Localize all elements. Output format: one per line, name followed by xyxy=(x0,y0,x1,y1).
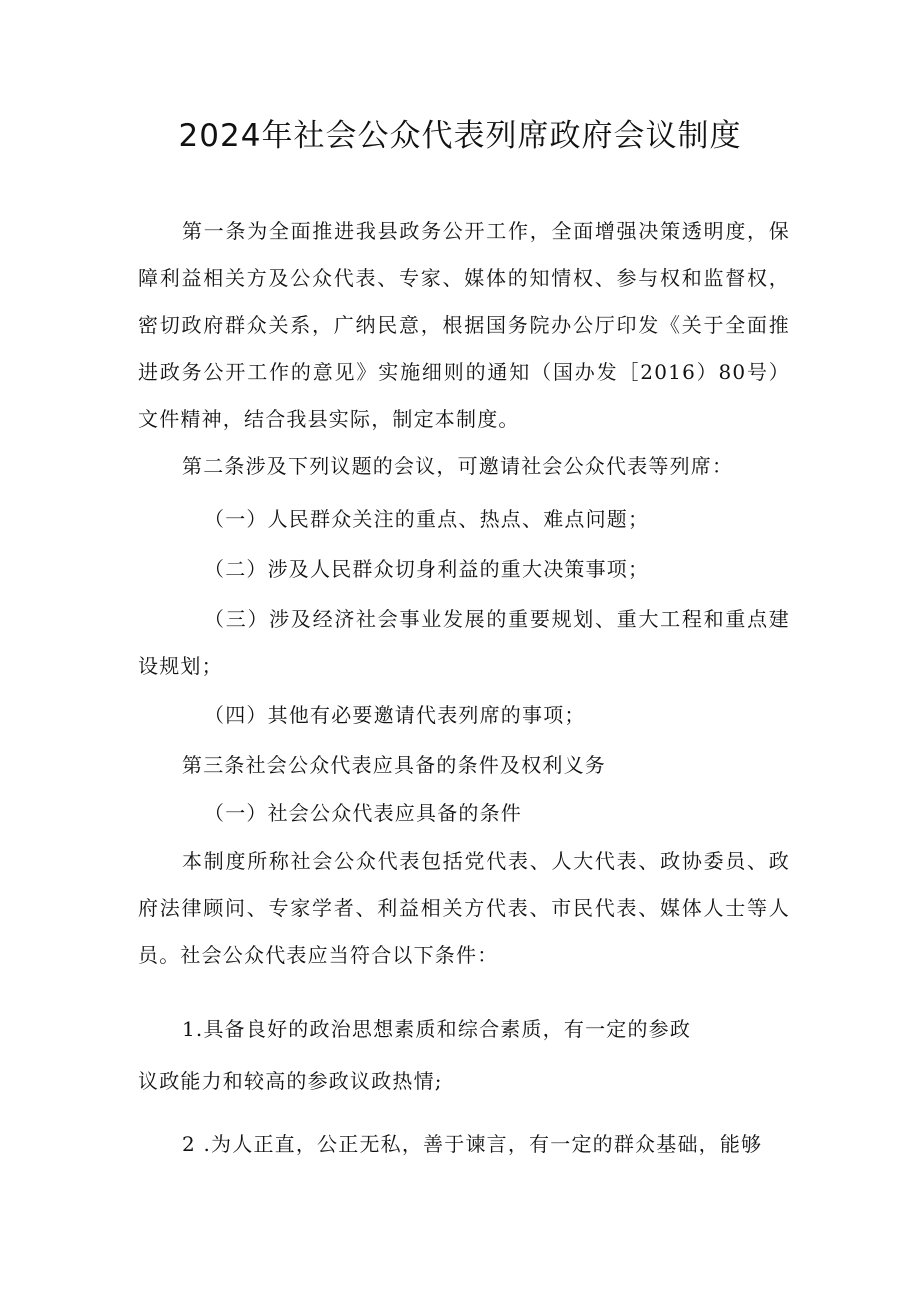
article-3-heading: 第三条社会公众代表应具备的条件及权利义务 xyxy=(182,753,606,777)
list-item-1: （一）人民群众关注的重点、热点、难点问题； xyxy=(204,507,650,531)
scope-paragraph: 本制度所称社会公众代表包括党代表、人大代表、政协委员、政府法律顾问、专家学者、利益相关方代表、市民代表、媒体人士等人员。社会公众代表应当符合以下条件： xyxy=(138,849,790,967)
list-item-4: （四）其他有必要邀请代表列席的事项； xyxy=(204,703,586,727)
condition-2-paragraph: 2 .为人正直，公正无私，善于谏言，有一定的群众基础，能够 xyxy=(182,1132,763,1156)
subsection-1-heading: （一）社会公众代表应具备的条件 xyxy=(204,801,522,825)
article-1-paragraph: 第一条为全面推进我县政务公开工作，全面增强决策透明度，保障利益相关方及公众代表、专家、媒体的知情权、参与权和监督权，密切政府群众关系，广纳民意，根据国务院办公厅印发《关于全面推进政务公开工作的意见》实施细则的通知（国办发［2016）80号）文件精神，结合我县实际，制定本制度。 xyxy=(138,219,790,431)
list-item-2: （二）涉及人民群众切身利益的重大决策事项； xyxy=(204,557,650,581)
article-2-paragraph: 第二条涉及下列议题的会议，可邀请社会公众代表等列席： xyxy=(182,454,734,478)
list-item-3: （三）涉及经济社会事业发展的重要规划、重大工程和重点建设规划； xyxy=(138,607,790,678)
document-title: 2024年社会公众代表列席政府会议制度 xyxy=(178,118,742,154)
condition-1-line-2: 议政能力和较高的参政议政热情; xyxy=(138,1069,443,1093)
condition-1-line-1: 1.具备良好的政治思想素质和综合素质，有一定的参政 xyxy=(182,1017,692,1041)
